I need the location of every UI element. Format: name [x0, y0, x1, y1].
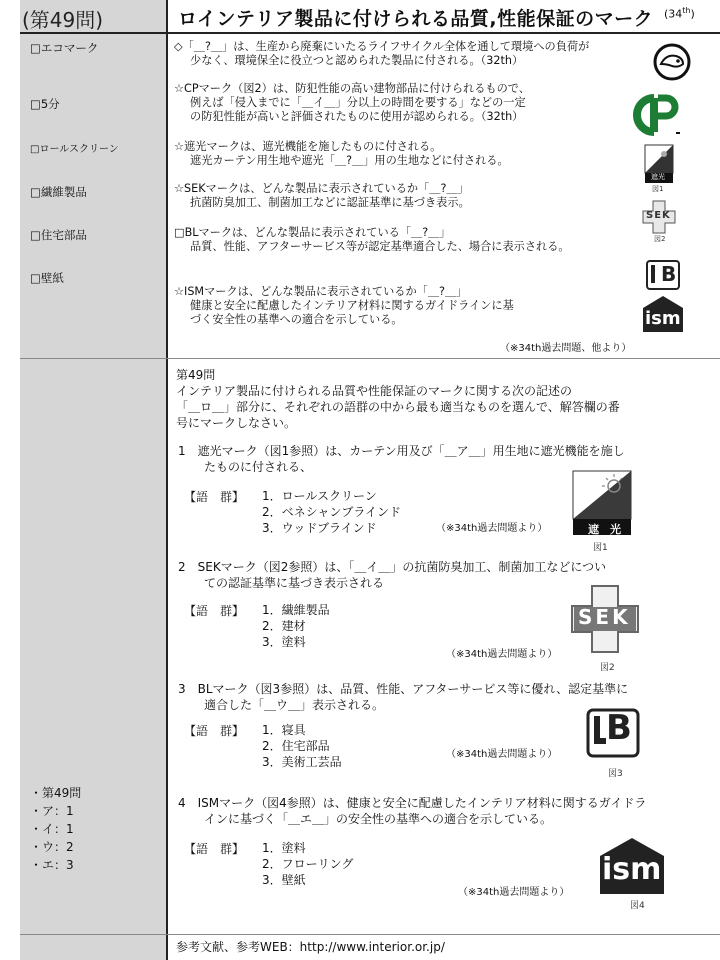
keyword-5min[interactable]: □5分 — [30, 97, 60, 111]
item3-source: （※34th過去問題より） — [446, 749, 558, 760]
item4-terms-label: 【語 群】 — [184, 842, 245, 856]
note-eco-line1: ◇「＿?＿」は、生産から廃棄にいたるライフサイクル全体を通して環境への負荷が — [174, 40, 590, 53]
footer-reference[interactable]: 参考文献、参考WEB：http://www.interior.or.jp/ — [176, 940, 445, 954]
item3-line1: 3 BLマーク（図3参照）は、品質、性能、アフターサービス等に優れ、認定基準に — [178, 682, 629, 696]
item2-term-1[interactable]: 1．繊維製品 — [262, 603, 330, 617]
question-intro-3: 号にマークしなさい。 — [176, 416, 297, 430]
note-cp-line2: 例えば「侵入までに「＿イ＿」分以上の時間を要する」などの一定 — [190, 96, 526, 109]
shade-small-caption: 遮光 — [651, 173, 665, 181]
item4-line1: 4 ISMマーク（図4参照）は、健康と安全に配慮したインテリア材料に関するガイドラ — [178, 796, 647, 810]
eco-mark-icon — [652, 42, 692, 86]
item1-line2: たものに付される、 — [204, 460, 313, 474]
item1-terms — [262, 488, 401, 536]
item1-source: （※34th過去問題より） — [436, 523, 548, 534]
note-bl-line2: 品質、性能、アフターサービス等が認定基準適合した、場合に表示される。 — [190, 240, 570, 253]
page-title: ロインテリア製品に付けられる品質,性能保証のマーク — [178, 8, 654, 30]
answer-heading: ・第49問 — [30, 786, 82, 800]
note-ism-line1: ☆ISMマークは、どんな製品に表示されているか「＿?＿」 — [174, 285, 468, 298]
item2-terms — [262, 602, 330, 650]
item3-term-3[interactable]: 3．美術工芸品 — [262, 755, 342, 769]
question-intro-1: インテリア製品に付けられる品質や性能保証のマークに関する次の記述の — [176, 384, 573, 398]
note-shade-line1: ☆遮光マークは、遮光機能を施したものに付される。 — [174, 140, 442, 153]
cp-mark-icon — [632, 94, 682, 142]
column-divider — [166, 0, 168, 960]
note-ism-line2: 健康と安全に配慮したインテリア材料に関するガイドラインに基 — [190, 299, 514, 312]
item4-term-1[interactable]: 1．塗料 — [262, 841, 306, 855]
item4-line2: インに基づく「＿エ＿」の安全性の基準への適合を示している。 — [204, 812, 553, 826]
edition-tag: (34th) — [664, 6, 695, 21]
item2-line1: 2 SEKマーク（図2参照）は、「＿イ＿」の抗菌防臭加工、制菌加工などについ — [178, 560, 607, 574]
answer-e: ・エ：3 — [30, 858, 74, 872]
item2-term-3[interactable]: 3．塗料 — [262, 635, 306, 649]
question-intro-2: 「＿ロ＿」部分に、それぞれの語群の中から最も適当なものを選んで、解答欄の番 — [176, 400, 620, 414]
section-divider — [20, 358, 720, 359]
item3-terms-label: 【語 群】 — [184, 724, 245, 738]
bl-small-letter: B — [661, 262, 677, 286]
note-sek-line2: 抗菌防臭加工、制菌加工などに認証基準に基づき表示。 — [190, 196, 470, 209]
footer-divider — [20, 934, 720, 935]
ism-mark-text: ism — [602, 852, 662, 887]
item2-source: （※34th過去問題より） — [446, 649, 558, 660]
shade-mark-label: 遮 光 — [588, 523, 621, 536]
sek-small-letters: SEK — [646, 210, 671, 221]
fig1-caption: 図1 — [593, 543, 608, 553]
item3-term-2[interactable]: 2．住宅部品 — [262, 739, 330, 753]
fig3-caption: 図3 — [608, 769, 623, 779]
item3-terms — [262, 722, 342, 770]
item4-terms — [262, 840, 353, 888]
fig4-caption: 図4 — [630, 901, 645, 911]
fig2-caption: 図2 — [600, 663, 615, 673]
item2-term-2[interactable]: 2．建材 — [262, 619, 306, 633]
sek-mark-letters: SEK — [578, 605, 631, 629]
note-shade-line2: 遮光カーテン用生地や遮光「＿?＿」用の生地などに付される。 — [190, 154, 509, 167]
keyword-wallpaper[interactable]: □壁紙 — [30, 271, 64, 285]
bl-mark-letter: B — [606, 708, 632, 748]
note-source: （※34th過去問題、他より） — [500, 343, 632, 354]
item2-line2: ての認証基準に基づき表示される — [204, 576, 385, 590]
shade-small-num: 図1 — [652, 185, 664, 193]
sek-small-num: 図2 — [654, 235, 666, 243]
keyword-eco[interactable]: □エコマーク — [30, 41, 99, 55]
keyword-housing-parts[interactable]: □住宅部品 — [30, 228, 87, 242]
note-eco-line2: 少なく、環境保全に役立つと認められた製品に付される。（32th） — [190, 54, 524, 67]
keyword-textile[interactable]: □繊維製品 — [30, 185, 87, 199]
question-number: (第49問) — [22, 8, 104, 32]
ism-small-text: ism — [645, 308, 681, 329]
answer-list — [30, 784, 81, 874]
answer-u: ・ウ：2 — [30, 840, 74, 854]
keyword-roll-screen[interactable]: □ロールスクリーン — [30, 144, 119, 155]
item4-term-3[interactable]: 3．壁紙 — [262, 873, 306, 887]
note-sek-line1: ☆SEKマークは、どんな製品に表示されているか「＿?＿」 — [174, 182, 469, 195]
item3-term-1[interactable]: 1．寝具 — [262, 723, 306, 737]
header-divider — [20, 32, 720, 34]
answer-i: ・イ：1 — [30, 822, 74, 836]
item1-term-3[interactable]: 3．ウッドブラインド — [262, 521, 377, 535]
item1-term-2[interactable]: 2．ベネシャンブラインド — [262, 505, 402, 519]
answer-a: ・ア：1 — [30, 804, 74, 818]
note-ism-line3: づく安全性の基準への適合を示している。 — [190, 313, 403, 326]
item4-source: （※34th過去問題より） — [458, 887, 570, 898]
item1-term-1[interactable]: 1．ロールスクリーン — [262, 489, 377, 503]
item2-terms-label: 【語 群】 — [184, 604, 245, 618]
question-heading: 第49問 — [176, 368, 216, 382]
item4-term-2[interactable]: 2．フローリング — [262, 857, 354, 871]
item1-line1: 1 遮光マーク（図1参照）は、カーテン用及び「＿ア＿」用生地に遮光機能を施し — [178, 444, 625, 458]
note-cp-line3: の防犯性能が高いと評価されたものに使用が認められる。（32th） — [190, 110, 524, 123]
item3-line2: 適合した「＿ウ＿」表示される。 — [204, 698, 385, 712]
item1-terms-label: 【語 群】 — [184, 490, 245, 504]
note-bl-line1: □BLマークは、どんな製品に表示されている「＿?＿」 — [174, 226, 451, 239]
note-cp-line1: ☆CPマーク（図2）は、防犯性能の高い建物部品に付けられるもので、 — [174, 82, 530, 95]
